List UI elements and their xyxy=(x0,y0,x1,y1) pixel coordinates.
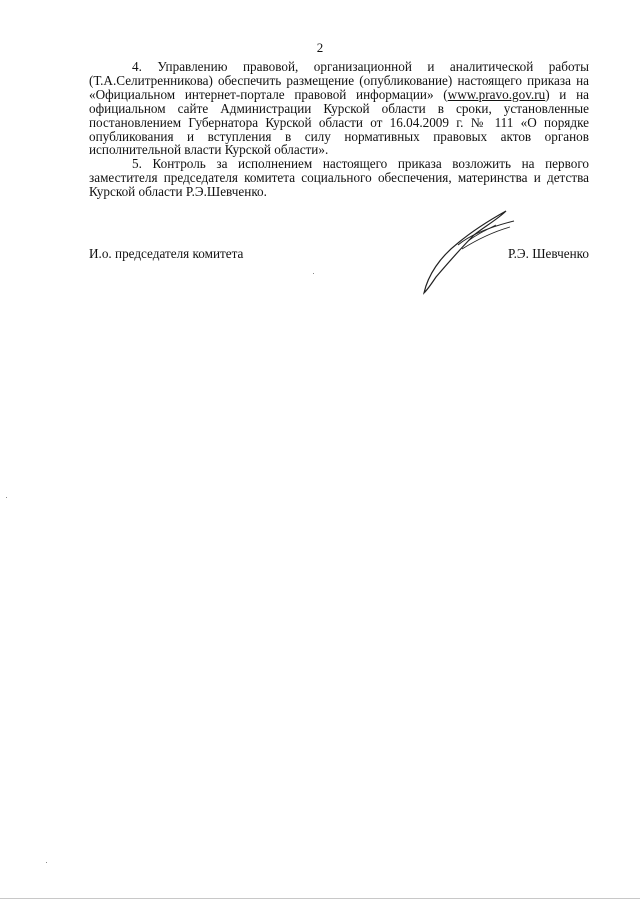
handwritten-signature xyxy=(410,205,520,300)
paragraph-5: 5. Контроль за исполнением настоящего приказа возложить на первого заместителя председателя комитета социального обеспечения, материнства и детства Курской области Р.Э.Шевченко. xyxy=(89,156,589,200)
scan-speck xyxy=(46,862,47,863)
scan-speck xyxy=(6,497,7,498)
pravo-gov-link[interactable]: www.pravo.gov.ru xyxy=(447,86,546,102)
scan-edge-line xyxy=(0,898,640,899)
paragraph-4-text-start: 4. Управлению правовой, организационной и аналитической работы (Т.А.Селитренникова) обеспечить размещение (опубликование) настоящего приказа на «Официальном интернет-портале правовой информации» ( xyxy=(89,59,589,102)
document-body xyxy=(89,60,589,199)
page-number: 2 xyxy=(316,40,324,55)
scan-speck xyxy=(313,273,314,274)
signatory-title: И.о. председателя комитета xyxy=(89,246,244,261)
paragraph-4 xyxy=(89,60,589,157)
paragraph-4-text-end: ) и на официальном сайте Администрации Курской области в сроки, установленные постановлением Губернатора Курской области от 16.04.2009 г. № 111 «О порядке опубликования и вступления в силу нормативных правовых актов органов исполнительной власти Курской области». xyxy=(89,86,589,158)
signatory-name: Р.Э. Шевченко xyxy=(507,246,589,261)
